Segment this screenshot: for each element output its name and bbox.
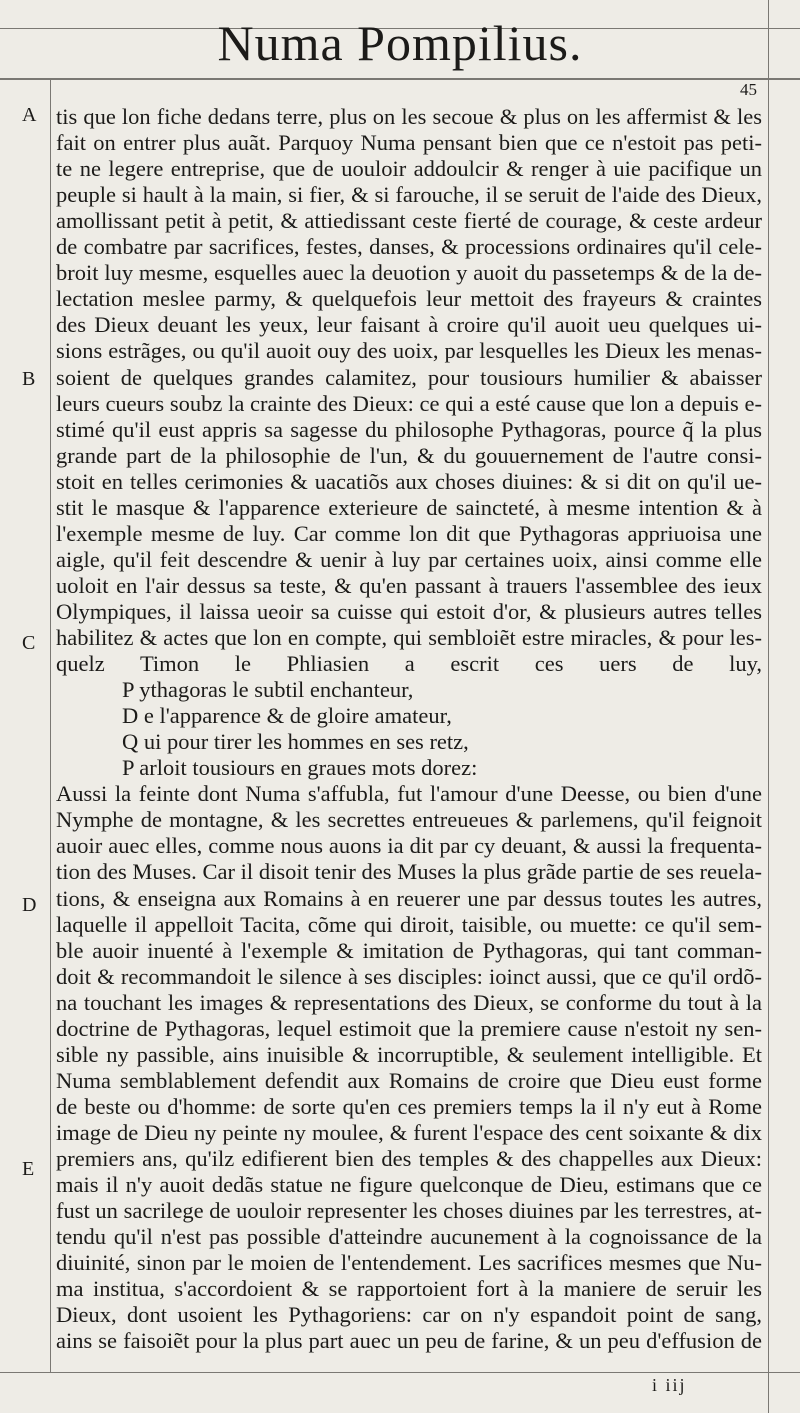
text-line: mais il n'y auoit dedãs statue ne figure quelconque de Dieu, estimans que ce	[56, 1172, 762, 1198]
text-line: te ne legere entreprise, que de uouloir addoulcir & renger à uie pacifique un	[56, 156, 762, 182]
text-line: auoir auec elles, comme nous auons ia dit par cy deuant, & aussi la frequenta-	[56, 833, 762, 859]
margin-letter: D	[22, 894, 37, 916]
text-line: ble auoir inuenté à l'exemple & imitation de Pythagoras, qui tant comman-	[56, 937, 762, 963]
text-line: diuinité, sinon par le moien de l'entendement. Les sacrifices mesmes que Nu-	[56, 1250, 762, 1276]
text-line: Numa semblablement defendit aux Romains de croire que Dieu eust forme	[56, 1067, 762, 1093]
margin-letter: A	[22, 104, 37, 126]
text-line: Aussi la feinte dont Numa s'affubla, fut l'amour d'une Deesse, ou bien d'une	[56, 781, 762, 807]
text-line: habilitez & actes que lon en compte, qui sembloiẽt estre miracles, & pour les-	[56, 625, 762, 650]
text-line: des Dieux deuant les yeux, leur faisant à croire qu'il auoit ueu quelques ui-	[56, 312, 762, 338]
text-line: tis que lon fiche dedans terre, plus on les secoue & plus on les affermist & les	[56, 104, 762, 129]
verse-line: P ythagoras le subtil enchanteur,	[122, 677, 414, 703]
text-line: peuple si hault à la main, si fier, & si farouche, il se seruit de l'aide des Dieux,	[56, 182, 762, 208]
text-line: tion des Muses. Car il disoit tenir des Muses la plus grãde partie de ses reuela-	[56, 859, 762, 885]
text-line: leurs cueurs soubz la crainte des Dieux: ce qui a esté cause que lon a depuis e-	[56, 390, 762, 416]
text-line: laquelle il appelloit Tacita, cõme qui diroit, taisible, ou muette: ce qu'il sem-	[56, 911, 762, 937]
margin-letter: C	[22, 632, 36, 654]
verse-line: Q ui pour tirer les hommes en ses retz,	[122, 729, 469, 755]
text-line: tions, & enseigna aux Romains à en reuerer une par dessus toutes les autres,	[56, 885, 762, 911]
text-line: Dieux, dont usoient les Pythagoriens: car on n'y espandoit point de sang,	[56, 1302, 762, 1328]
text-line: stoit en telles cerimonies & uacatiõs aux choses diuines: & si dit on qu'il ue-	[56, 468, 762, 494]
text-line: ma institua, s'accordoient & se rapportoient fort à la maniere de seruir les	[56, 1276, 762, 1302]
text-line: fait on entrer plus auãt. Parquoy Numa pensant bien que ce n'estoit pas peti-	[56, 130, 762, 156]
text-line: aigle, qu'il feit descendre & uenir à luy par certaines uoix, ainsi comme elle	[56, 546, 762, 572]
text-line: amollissant petit à petit, & attiedissant ceste fierté de courage, & ceste ardeur	[56, 208, 762, 234]
text-line: de beste ou d'homme: de sorte qu'en ces premiers temps la il n'y eut à Rome	[56, 1093, 762, 1119]
text-line: l'exemple mesme de luy. Car comme lon dit que Pythagoras appriuoisa une	[56, 520, 762, 546]
text-line: doctrine de Pythagoras, lequel estimoit que la premiere cause n'estoit ny sen-	[56, 1015, 762, 1041]
text-line: soient de quelques grandes calamitez, pour tousiours humilier & abaisser	[56, 364, 762, 390]
margin-letter: E	[22, 1158, 35, 1180]
text-line: image de Dieu ny peinte ny moulee, & furent l'espace des cent soixante & dix	[56, 1119, 762, 1145]
text-line: stimé qu'il eust appris sa sagesse du philosophe Pythagoras, pource q̃ la plus	[56, 416, 762, 442]
signature-mark: i iij	[652, 1375, 687, 1395]
text-line: tendu qu'il n'est pas possible d'atteindre aucunement à la cognoissance de la	[56, 1224, 762, 1250]
footer-rule	[0, 1372, 800, 1373]
text-line: stit le masque & l'apparence exterieure de saincteté, à mesme intention & à	[56, 494, 762, 520]
text-line: Nymphe de montagne, & les secrettes entreueues & parlemens, qu'il feignoit	[56, 807, 762, 833]
text-line: de combatre par sacrifices, festes, danses, & processions ordinaires qu'il cele-	[56, 234, 762, 260]
text-line: doit & recommandoit le silence à ses disciples: ioinct aussi, que ce qu'il ordõ-	[56, 963, 762, 989]
text-line: sions estrãges, ou qu'il auoit ouy des uoix, par lesquelles les Dieux les menas-	[56, 338, 762, 364]
text-line: uoloit en l'air dessus sa teste, & qu'en passant à trauers l'assemblee des ieux	[56, 572, 762, 598]
text-line: fust un sacrilege de uouloir representer les choses diuines par les terrestres, at-	[56, 1198, 762, 1224]
text-line: grande part de la philosophie de l'un, & du gouuernement de l'autre consi-	[56, 442, 762, 468]
text-line: quelz Timon le Phliasien a escrit ces uers de luy,	[56, 651, 762, 677]
text-line: Olympiques, il laissa ueoir sa cuisse qui estoit d'or, & plusieurs autres telles	[56, 598, 762, 624]
text-line: premiers ans, qu'ilz edifierent bien des temples & des chappelles aux Dieux:	[56, 1146, 762, 1171]
page-title: Numa Pompilius.	[217, 15, 583, 71]
page-number: 45	[740, 80, 757, 99]
left-rule	[50, 78, 51, 1372]
text-line: na touchant les images & representations des Dieux, se conforme du tout à la	[56, 989, 762, 1015]
text-line: broit luy mesme, esquelles auec la deuotion y auoit du passetemps & de la de-	[56, 260, 762, 286]
verse-line: D e l'apparence & de gloire amateur,	[122, 703, 452, 729]
verse-line: P arloit tousiours en graues mots dorez:	[122, 755, 478, 781]
margin-letter: B	[22, 368, 36, 390]
text-line: lectation meslee parmy, & quelquefois leur mettoit des frayeurs & craintes	[56, 286, 762, 312]
text-line: ains se faisoiẽt pour la plus part auec un peu de farine, & un peu d'effusion de	[56, 1328, 762, 1354]
text-line: sible ny passible, ains inuisible & incorruptible, & seulement intelligible. Et	[56, 1041, 762, 1067]
right-rule	[768, 0, 769, 1413]
header-rule	[0, 78, 800, 80]
